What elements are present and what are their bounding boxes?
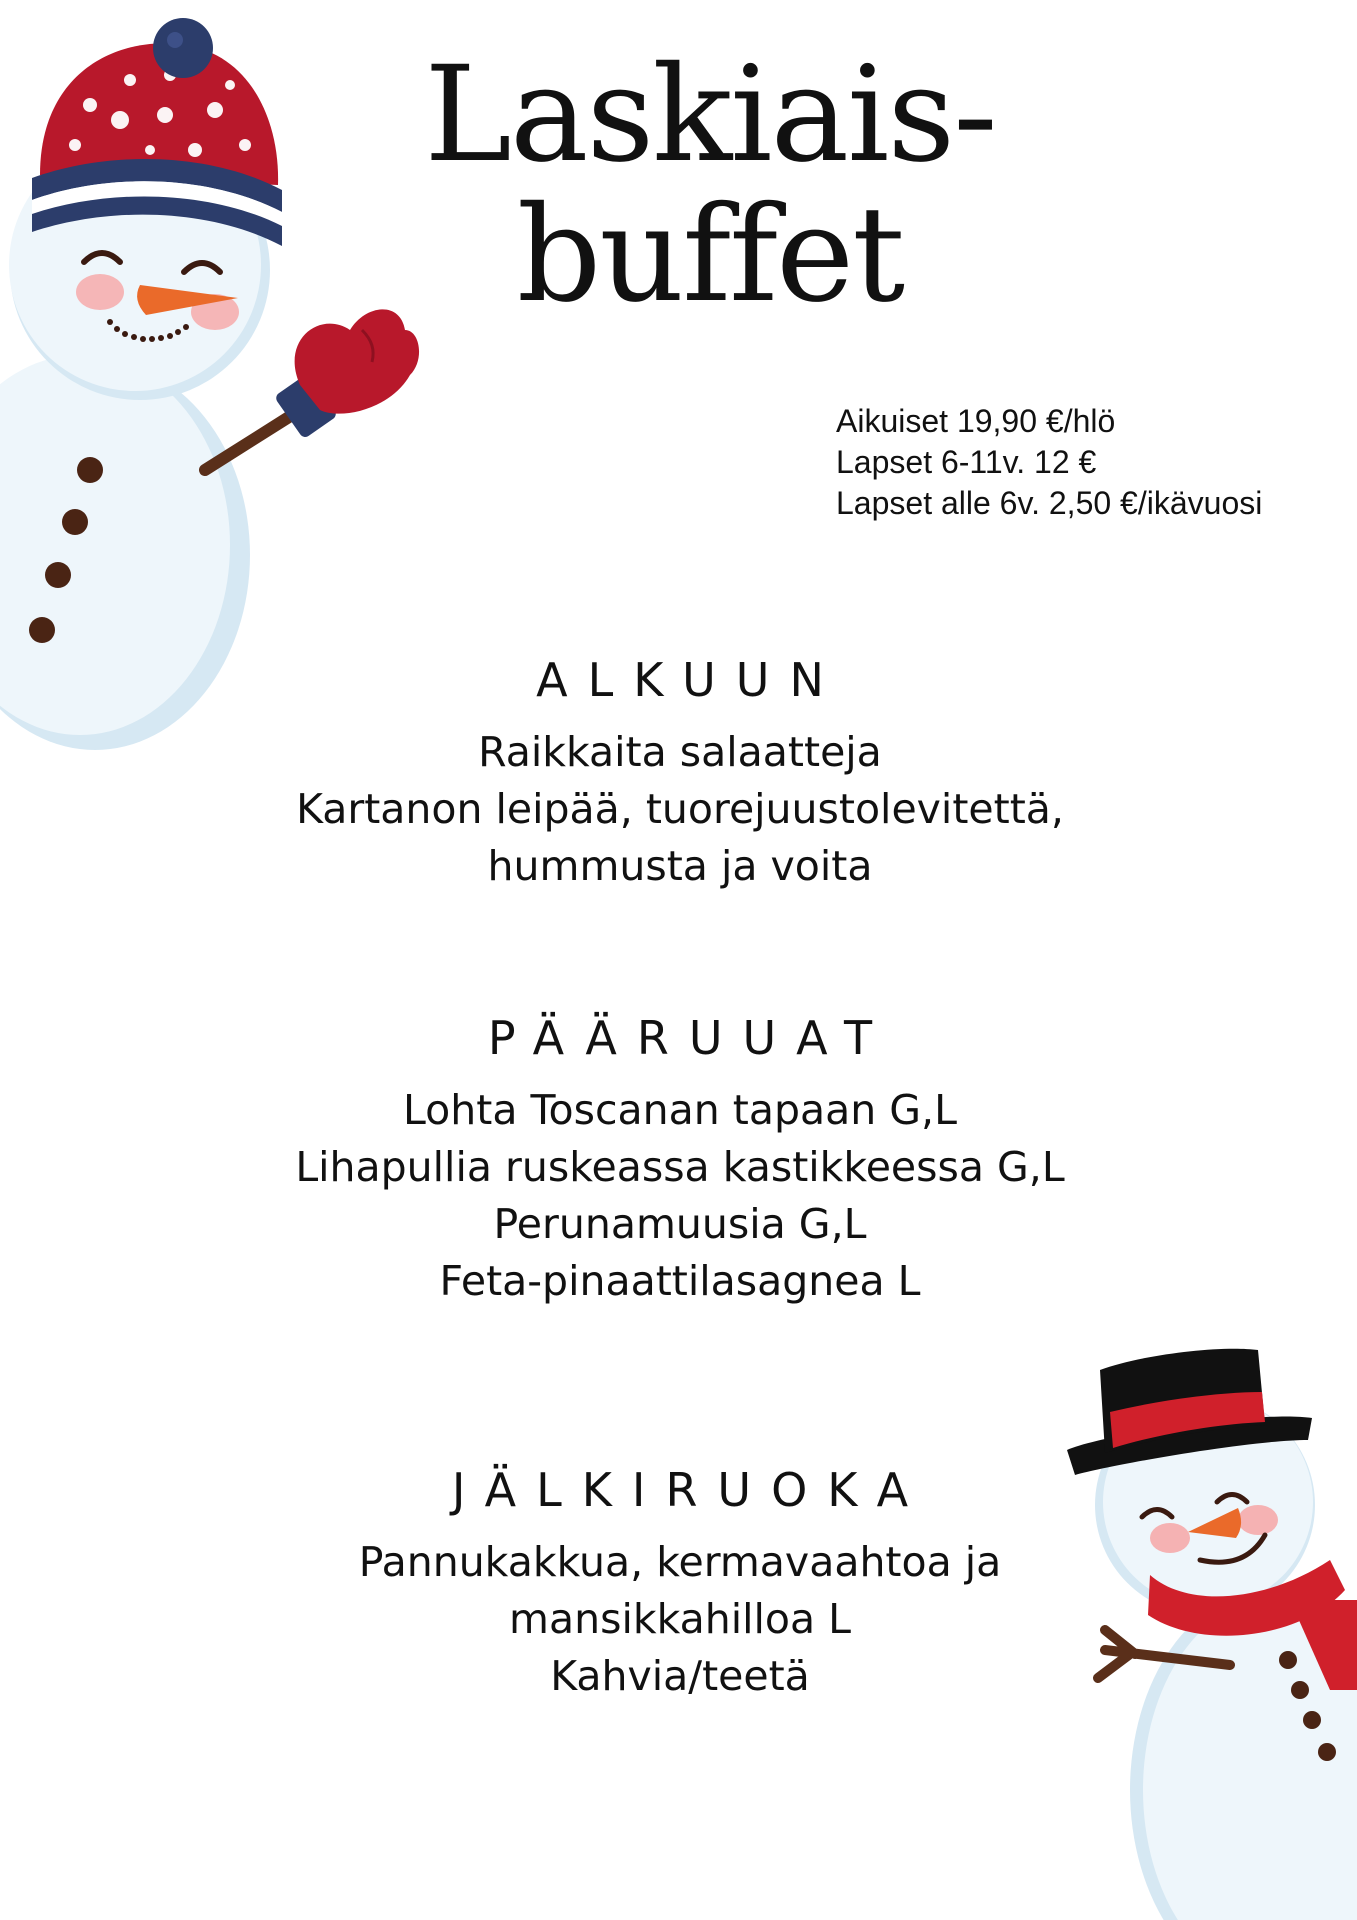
menu-item: hummusta ja voita (487, 842, 873, 890)
menu-item: Kartanon leipää, tuorejuustolevitettä, (296, 785, 1064, 833)
title-line-2: buffet (516, 178, 904, 332)
menu-item: Feta-pinaattilasagnea L (439, 1257, 921, 1305)
section-heading: PÄÄRUUAT (487, 1011, 893, 1065)
section-main-courses (250, 1008, 1110, 1310)
section-desserts (250, 1460, 1110, 1705)
menu-items (250, 1082, 1110, 1310)
page-title (360, 38, 1060, 332)
menu-item: Pannukakkua, kermavaahtoa ja (358, 1538, 1002, 1586)
price-children-6-11: Lapset 6-11v. 12 € (836, 444, 1097, 480)
menu-item: Perunamuusia G,L (493, 1200, 867, 1248)
menu-item: Lohta Toscanan tapaan G,L (403, 1086, 957, 1134)
section-heading: ALKUUN (536, 653, 844, 707)
menu-items (250, 1534, 1110, 1705)
section-starters (250, 650, 1110, 895)
price-adults: Aikuiset 19,90 €/hlö (836, 403, 1116, 439)
menu-items (250, 724, 1110, 895)
price-children-under-6: Lapset alle 6v. 2,50 €/ikävuosi (836, 485, 1263, 521)
menu-item: Raikkaita salaatteja (478, 728, 882, 776)
menu-item: mansikkahilloa L (509, 1595, 851, 1643)
menu-item: Kahvia/teetä (550, 1652, 810, 1700)
price-list (836, 401, 1262, 524)
menu-item: Lihapullia ruskeassa kastikkeessa G,L (295, 1143, 1065, 1191)
section-heading: JÄLKIRUOKA (451, 1463, 929, 1517)
title-line-1: Laskiais- (424, 38, 996, 192)
